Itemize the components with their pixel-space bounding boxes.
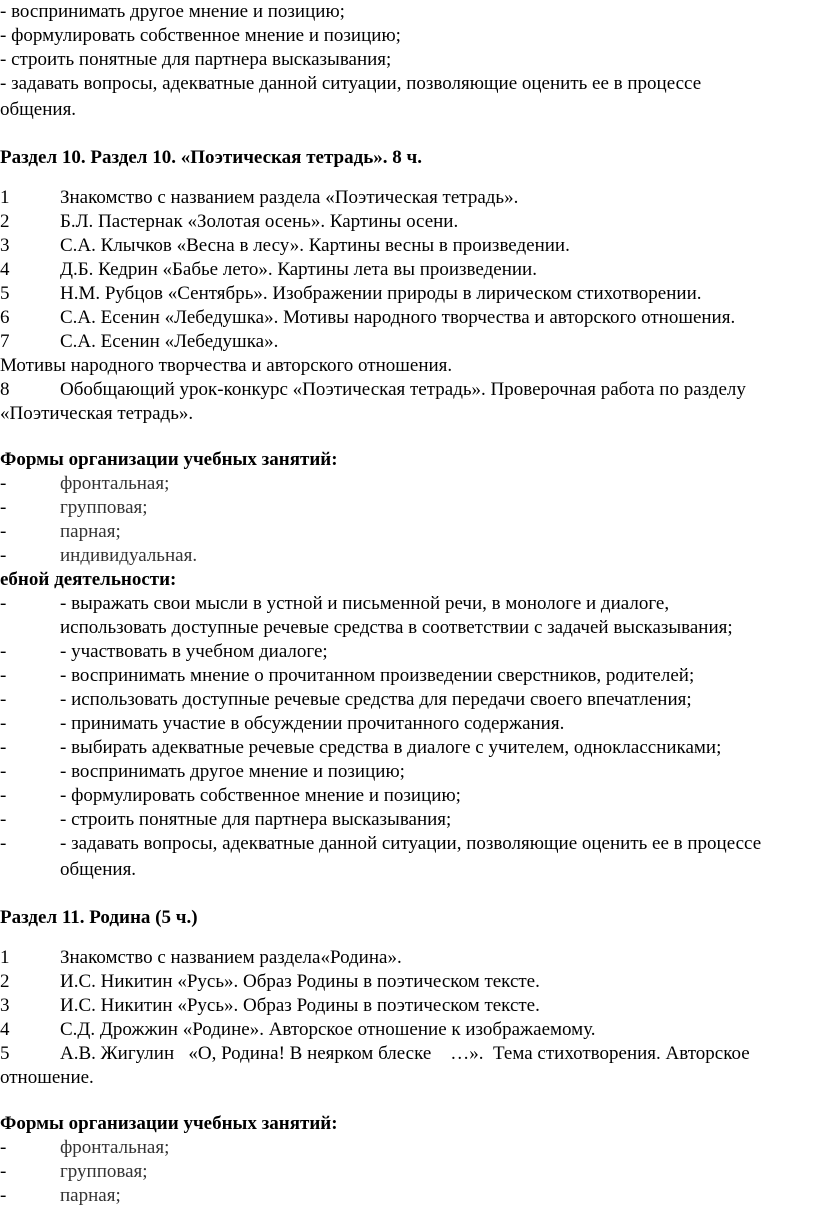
activity-item: - выбирать адекватные речевые средства в диалоге с учителем, одноклассниками; (60, 737, 722, 758)
activity-heading: ебной деятельности: (0, 569, 177, 590)
activity-item: - выражать свои мысли в устной и письменной речи, в монологе и диалоге, (60, 593, 670, 614)
form-item: фронтальная; (60, 1137, 170, 1158)
list-dash: - (0, 761, 7, 782)
lesson-title: С.Д. Дрожжин «Родине». Авторское отношение к изображаемому. (60, 1019, 596, 1040)
lesson-title: А.В. Жигулин «О, Родина! В неярком блеске …». Тема стихотворения. Авторское (60, 1043, 750, 1064)
lesson-title: Знакомство с названием раздела«Родина». (60, 947, 402, 968)
activity-item-continuation: использовать доступные речевые средства в соответствии с задачей высказывания; (60, 617, 733, 638)
form-item: парная; (60, 521, 121, 542)
lesson-title: Д.Б. Кедрин «Бабье лето». Картины лета вы произведении. (60, 259, 537, 280)
lesson-number: 1 (0, 947, 10, 968)
list-dash: - (0, 641, 7, 662)
activity-item: - воспринимать мнение о прочитанном произведении сверстников, родителей; (60, 665, 695, 686)
list-dash: - (0, 521, 7, 542)
lesson-title: Б.Л. Пастернак «Золотая осень». Картины осени. (60, 211, 459, 232)
lesson-title-continuation: отношение. (0, 1067, 94, 1088)
top-list-item: общения. (0, 99, 77, 120)
activity-item: - принимать участие в обсуждении прочитанного содержания. (60, 713, 565, 734)
form-item: групповая; (60, 497, 148, 518)
lesson-number: 5 (0, 283, 10, 304)
form-item: фронтальная; (60, 473, 170, 494)
list-dash: - (0, 713, 7, 734)
activity-item-continuation: общения. (60, 859, 137, 880)
lesson-title: Знакомство с названием раздела «Поэтическая тетрадь». (60, 187, 519, 208)
top-list-item: - воспринимать другое мнение и позицию; (0, 1, 345, 22)
list-dash: - (0, 545, 7, 566)
lesson-title: С.А. Есенин «Лебедушка». (60, 331, 279, 352)
lesson-number: 1 (0, 187, 10, 208)
lesson-title: И.С. Никитин «Русь». Образ Родины в поэтическом тексте. (60, 971, 540, 992)
lesson-number: 3 (0, 995, 10, 1016)
top-list-item: - строить понятные для партнера высказывания; (0, 49, 392, 70)
form-item: парная; (60, 1185, 121, 1206)
lesson-title: С.А. Есенин «Лебедушка». Мотивы народного творчества и авторского отношения. (60, 307, 736, 328)
lesson-number: 8 (0, 379, 10, 400)
forms-heading: Формы организации учебных занятий: (0, 449, 338, 470)
lesson-number: 7 (0, 331, 10, 352)
list-dash: - (0, 1185, 7, 1206)
list-dash: - (0, 833, 7, 854)
activity-item: - строить понятные для партнера высказывания; (60, 809, 452, 830)
lesson-number: 6 (0, 307, 10, 328)
section-10-heading: Раздел 10. Раздел 10. «Поэтическая тетрадь». 8 ч. (0, 147, 422, 168)
list-dash: - (0, 1137, 7, 1158)
top-list-item: - задавать вопросы, адекватные данной ситуации, позволяющие оценить ее в процессе (0, 73, 702, 94)
section-11-heading: Раздел 11. Родина (5 ч.) (0, 907, 198, 928)
form-item: групповая; (60, 1161, 148, 1182)
list-dash: - (0, 689, 7, 710)
form-item: индивидуальная. (60, 545, 198, 566)
lesson-number: 5 (0, 1043, 10, 1064)
list-dash: - (0, 665, 7, 686)
lesson-title: С.А. Клычков «Весна в лесу». Картины весны в произведении. (60, 235, 570, 256)
activity-item: - участвовать в учебном диалоге; (60, 641, 328, 662)
lesson-number: 2 (0, 971, 10, 992)
lesson-number: 4 (0, 1019, 10, 1040)
lesson-title: Обобщающий урок-конкурс «Поэтическая тетрадь». Проверочная работа по разделу (60, 379, 746, 400)
list-dash: - (0, 473, 7, 494)
lesson-title: Н.М. Рубцов «Сентябрь». Изображении природы в лирическом стихотворении. (60, 283, 702, 304)
list-dash: - (0, 593, 7, 614)
lesson-title-continuation: «Поэтическая тетрадь». (0, 403, 194, 424)
activity-item: - использовать доступные речевые средства для передачи своего впечатления; (60, 689, 692, 710)
lesson-number: 2 (0, 211, 10, 232)
list-dash: - (0, 809, 7, 830)
activity-item: - задавать вопросы, адекватные данной ситуации, позволяющие оценить ее в процессе (60, 833, 762, 854)
forms-heading: Формы организации учебных занятий: (0, 1113, 338, 1134)
list-dash: - (0, 1161, 7, 1182)
lesson-title-continuation: Мотивы народного творчества и авторского отношения. (0, 355, 453, 376)
list-dash: - (0, 737, 7, 758)
list-dash: - (0, 497, 7, 518)
top-list-item: - формулировать собственное мнение и позицию; (0, 25, 401, 46)
activity-item: - воспринимать другое мнение и позицию; (60, 761, 405, 782)
activity-item: - формулировать собственное мнение и позицию; (60, 785, 461, 806)
lesson-title: И.С. Никитин «Русь». Образ Родины в поэтическом тексте. (60, 995, 540, 1016)
lesson-number: 4 (0, 259, 10, 280)
list-dash: - (0, 785, 7, 806)
lesson-number: 3 (0, 235, 10, 256)
